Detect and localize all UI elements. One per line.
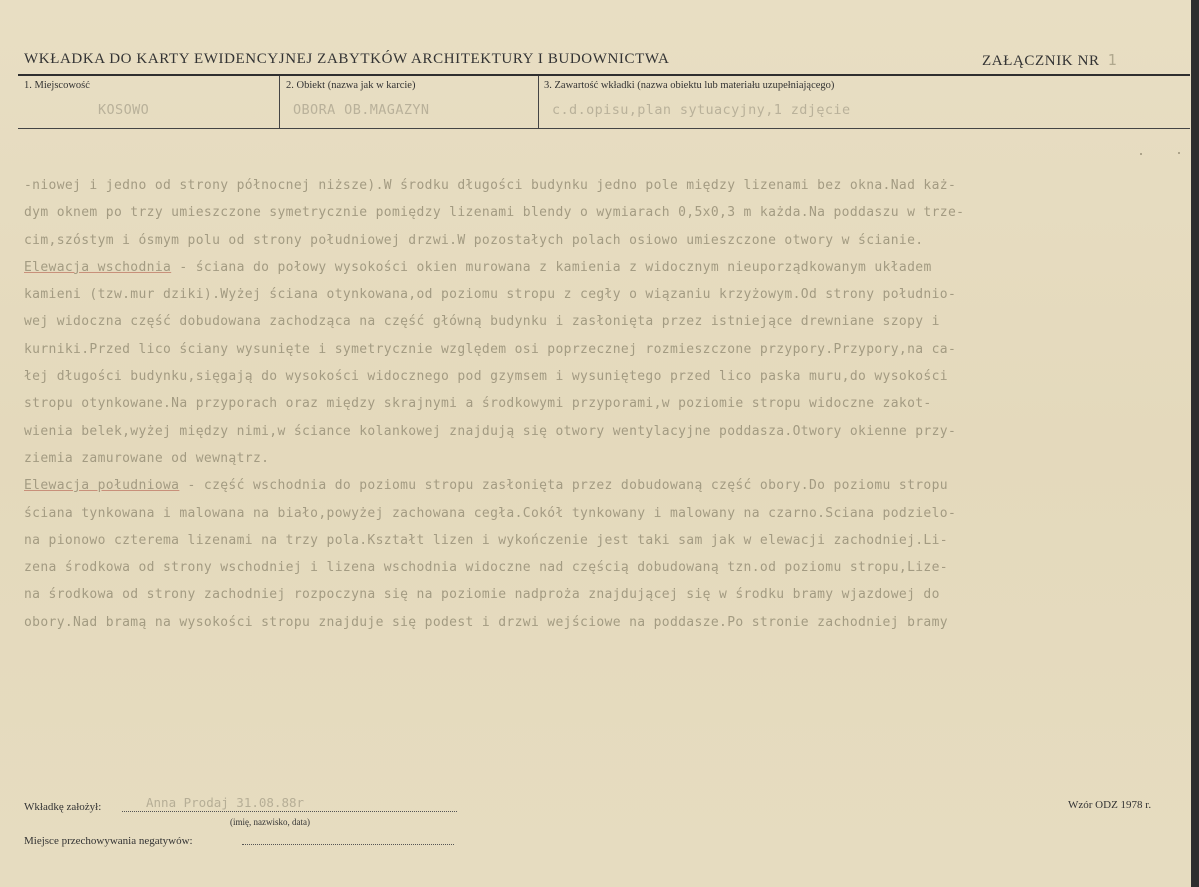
section-south-rest: - część wschodnia do poziomu stropu zasłonięta przez dobudowaną część obory.Do poziomu stropu <box>179 478 948 494</box>
description-line: na pionowo czterema lizenami na trzy pola.Kształt lizen i wykończenie jest taki sam jak w elewacji zachodniej.Li- <box>24 532 948 548</box>
description-line: łej długości budynku,sięgają do wysokości widocznego pod gzymsem i wysuniętego przed lico paska muru,do wysokości <box>24 369 948 385</box>
field-label-locality: 1. Miejscowość <box>24 80 90 91</box>
description-line: na środkowa od strony zachodniej rozpoczyna się na poziomie nadproża znajdującej się w środku bramy wjazdowej do <box>24 587 940 603</box>
description-line-section-south <box>24 478 1190 505</box>
description-line: -niowej i jedno od strony północnej niższe).W środku długości budynku jedno pole między lizenami bez okna.Nad każ- <box>24 178 957 193</box>
field-label-contents: 3. Zawartość wkładki (nazwa obiektu lub materiału uzupełniającego) <box>544 80 835 91</box>
description-line: cim,szóstym i ósmym polu od strony południowej drzwi.W pozostałych polach osiowo umieszczone otwory w ścianie. <box>24 232 924 248</box>
founder-hint: (imię, nazwisko, data) <box>230 817 310 827</box>
field-label-object: 2. Obiekt (nazwa jak w karcie) <box>286 80 416 91</box>
description-line: kurniki.Przed lico ściany wysunięte i symetrycznie względem osi poprzecznej rozmieszczone przypory.Przypory,na ca- <box>24 341 957 357</box>
scan-edge <box>1191 0 1199 887</box>
field-value-locality: KOSOWO <box>98 102 150 118</box>
paper-speck <box>1140 153 1142 155</box>
annex-label: ZAŁĄCZNIK NR <box>982 53 1100 69</box>
founder-label: Wkładkę założył: <box>24 801 102 813</box>
annex-number: 1 <box>1107 51 1118 69</box>
section-heading-east: Elewacja wschodnia <box>24 259 172 275</box>
section-heading-south: Elewacja południowa <box>24 478 180 494</box>
description-line: kamieni (tzw.mur dziki).Wyżej ściana otynkowana,od poziomu stropu z cegły o wiązaniu krzyżowym.Od strony południo- <box>24 287 957 303</box>
description-line-section-east <box>24 260 1190 287</box>
description-line: dym oknem po trzy umieszczone symetrycznie pomiędzy lizenami blendy o wymiarach 0,5x0,3 m każda.Na poddaszu w trze- <box>24 205 965 221</box>
field-divider <box>538 76 539 128</box>
field-value-contents: c.d.opisu,plan sytuacyjny,1 zdjęcie <box>552 102 851 118</box>
negatives-dotted-line <box>242 843 454 845</box>
annex-label-group <box>982 51 1117 70</box>
founder-value: Anna Prodaj 31.08.88r <box>146 795 305 810</box>
fields-bottom-rule <box>18 128 1190 129</box>
paper-speck <box>1178 152 1180 154</box>
field-divider <box>279 76 280 128</box>
description-line: ściana tynkowana i malowana na biało,powyżej zachowana cegła.Cokół tynkowany i malowany na czarno.Ściana podzielo- <box>24 505 957 521</box>
description-text <box>24 178 1190 642</box>
founder-dotted-line <box>122 810 457 812</box>
description-line: stropu otynkowane.Na przyporach oraz między skrajnymi a środkowymi przyporami,w poziomie stropu widoczne zakot- <box>24 396 932 412</box>
description-line: ziemia zamurowane od wewnątrz. <box>24 450 270 466</box>
form-title: WKŁADKA DO KARTY EWIDENCYJNEJ ZABYTKÓW ARCHITEKTURY I BUDOWNICTWA <box>24 51 670 67</box>
field-value-object: OBORA OB.MAGAZYN <box>293 102 430 118</box>
description-line: zena środkowa od strony wschodniej i lizena wschodnia widoczne nad częścią dobudowaną tzn.od poziomu stropu,Lize- <box>24 560 948 576</box>
negatives-label: Miejsce przechowywania negatywów: <box>24 835 193 847</box>
form-model-id: Wzór ODZ 1978 r. <box>1068 799 1152 811</box>
description-line: wienia belek,wyżej między nimi,w ściance kolankowej znajdują się otwory wentylacyjne poddasza.Otwory okienne przy- <box>24 423 957 439</box>
header-rule <box>18 74 1190 76</box>
description-line: obory.Nad bramą na wysokości stropu znajduje się podest i drzwi wejściowe na poddasze.Po stronie zachodniej bramy <box>24 614 948 630</box>
section-east-rest: - ściana do połowy wysokości okien murowana z kamienia z widocznym nieuporządkowanym układem <box>171 259 932 275</box>
description-line: wej widoczna część dobudowana zachodząca na część główną budynku i zasłonięta przez istniejące drewniane szopy i <box>24 314 940 330</box>
